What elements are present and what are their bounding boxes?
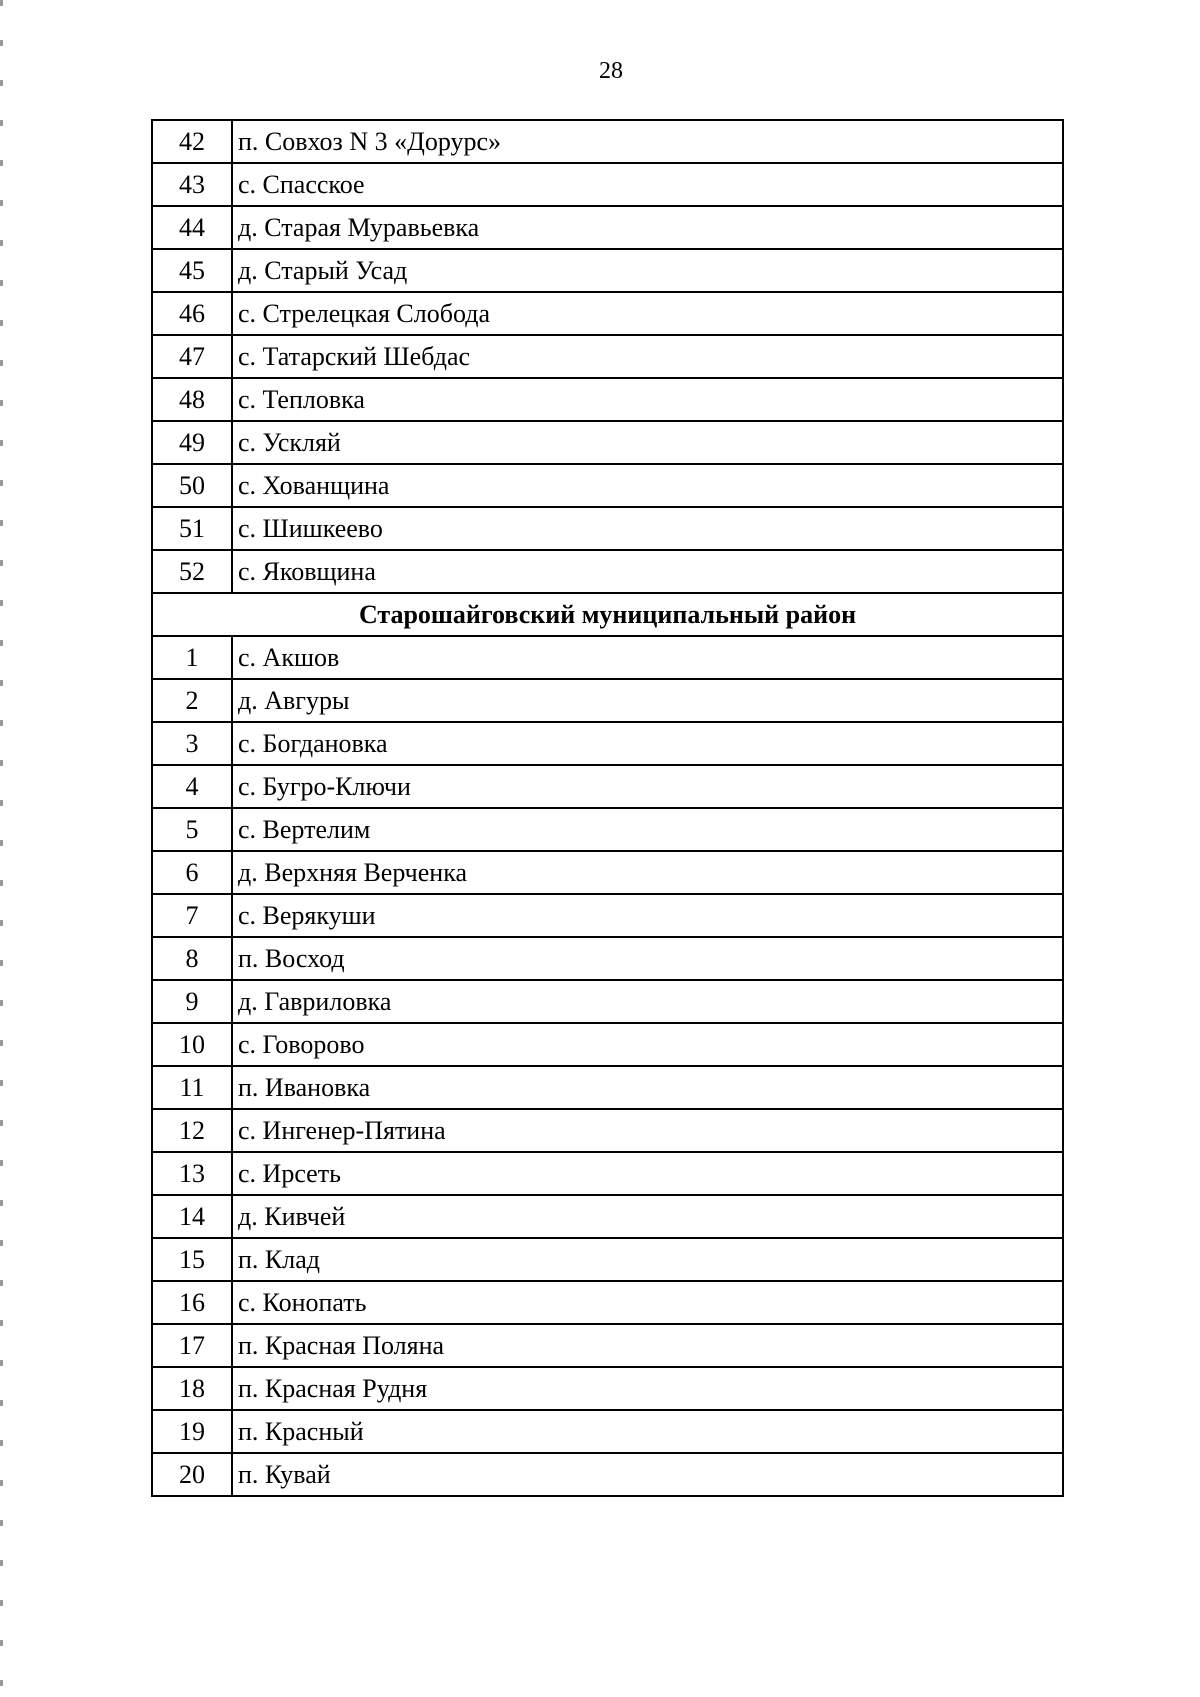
section-header-row [152,593,1063,636]
settlement-name: д. Авгуры [232,679,1063,722]
row-number: 11 [152,1066,232,1109]
settlement-name: с. Спасское [232,163,1063,206]
table-row [152,1066,1063,1109]
settlement-name: с. Верякуши [232,894,1063,937]
row-number: 46 [152,292,232,335]
settlement-name: д. Верхняя Верченка [232,851,1063,894]
settlement-name: с. Конопать [232,1281,1063,1324]
settlements-table [151,119,1064,1497]
settlement-name: д. Гавриловка [232,980,1063,1023]
settlement-name: с. Стрелецкая Слобода [232,292,1063,335]
row-number: 16 [152,1281,232,1324]
settlement-name: с. Ирсеть [232,1152,1063,1195]
row-number: 14 [152,1195,232,1238]
settlement-name: с. Яковщина [232,550,1063,593]
table-row [152,808,1063,851]
settlement-name: п. Красная Поляна [232,1324,1063,1367]
row-number: 51 [152,507,232,550]
settlement-name: п. Совхоз N 3 «Дорурс» [232,120,1063,163]
row-number: 19 [152,1410,232,1453]
settlement-name: с. Акшов [232,636,1063,679]
row-number: 18 [152,1367,232,1410]
row-number: 45 [152,249,232,292]
table-row [152,636,1063,679]
settlement-name: п. Ивановка [232,1066,1063,1109]
row-number: 52 [152,550,232,593]
table-row [152,851,1063,894]
table-row [152,292,1063,335]
row-number: 47 [152,335,232,378]
settlement-name: п. Красная Рудня [232,1367,1063,1410]
settlements-table-body [152,120,1063,1496]
table-row [152,378,1063,421]
row-number: 7 [152,894,232,937]
table-row [152,1367,1063,1410]
row-number: 4 [152,765,232,808]
row-number: 10 [152,1023,232,1066]
table-row [152,507,1063,550]
table-row [152,206,1063,249]
settlement-name: д. Кивчей [232,1195,1063,1238]
table-row [152,1238,1063,1281]
settlement-name: с. Богдановка [232,722,1063,765]
settlement-name: с. Татарский Шебдас [232,335,1063,378]
table-row [152,120,1063,163]
row-number: 44 [152,206,232,249]
row-number: 1 [152,636,232,679]
table-row [152,550,1063,593]
settlement-name: с. Ингенер-Пятина [232,1109,1063,1152]
table-row [152,765,1063,808]
settlement-name: с. Бугро-Ключи [232,765,1063,808]
table-row [152,1152,1063,1195]
row-number: 17 [152,1324,232,1367]
row-number: 50 [152,464,232,507]
row-number: 48 [152,378,232,421]
settlement-name: п. Восход [232,937,1063,980]
settlement-name: п. Красный [232,1410,1063,1453]
table-row [152,980,1063,1023]
table-row [152,421,1063,464]
page-number: 28 [599,58,623,84]
table-row [152,163,1063,206]
settlement-name: с. Вертелим [232,808,1063,851]
scan-edge-marks [0,0,3,1697]
settlement-name: с. Тепловка [232,378,1063,421]
table-row [152,937,1063,980]
table-row [152,335,1063,378]
table-row [152,464,1063,507]
table-row [152,894,1063,937]
settlement-name: п. Клад [232,1238,1063,1281]
table-row [152,1453,1063,1496]
row-number: 5 [152,808,232,851]
table-row [152,1109,1063,1152]
row-number: 49 [152,421,232,464]
row-number: 43 [152,163,232,206]
row-number: 15 [152,1238,232,1281]
row-number: 42 [152,120,232,163]
settlement-name: п. Кувай [232,1453,1063,1496]
settlement-name: с. Хованщина [232,464,1063,507]
section-title: Старошайговский муниципальный район [152,593,1063,636]
row-number: 12 [152,1109,232,1152]
row-number: 8 [152,937,232,980]
table-row [152,1281,1063,1324]
settlement-name: с. Ускляй [232,421,1063,464]
settlement-name: д. Старый Усад [232,249,1063,292]
table-row [152,249,1063,292]
row-number: 2 [152,679,232,722]
row-number: 13 [152,1152,232,1195]
settlement-name: с. Говорово [232,1023,1063,1066]
row-number: 3 [152,722,232,765]
settlement-name: с. Шишкеево [232,507,1063,550]
row-number: 20 [152,1453,232,1496]
table-row [152,722,1063,765]
table-row [152,1324,1063,1367]
settlement-name: д. Старая Муравьевка [232,206,1063,249]
table-row [152,1410,1063,1453]
table-row [152,1023,1063,1066]
table-row [152,679,1063,722]
row-number: 6 [152,851,232,894]
row-number: 9 [152,980,232,1023]
table-row [152,1195,1063,1238]
